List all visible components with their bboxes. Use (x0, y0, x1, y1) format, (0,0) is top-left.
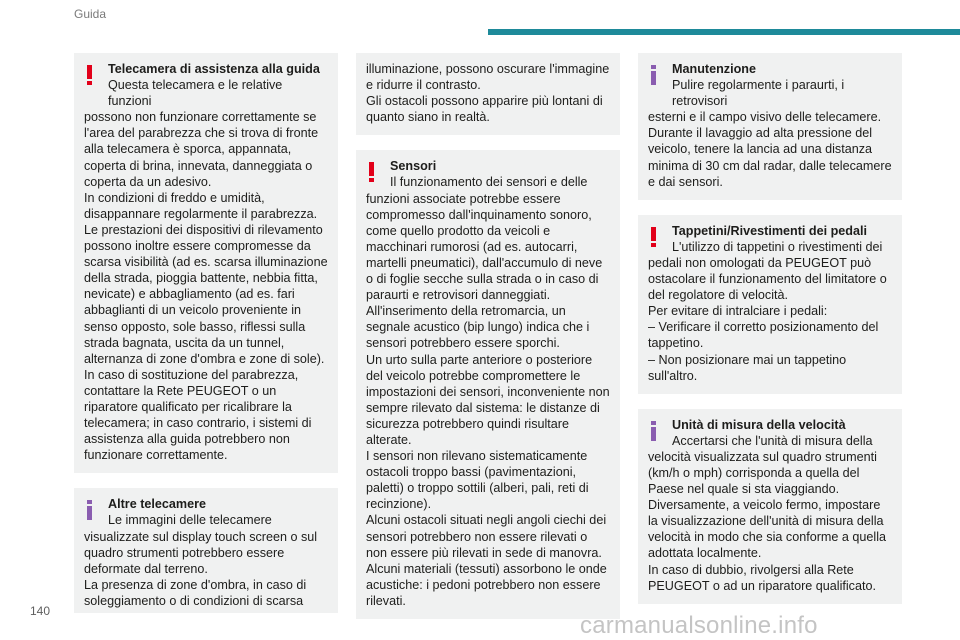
note-paragraph: I sensori non rilevano sistematicamente ostacoli troppo bassi (pavimentazioni, paletti) o troppo sottili (alberi, pali, reti di recinzione). (366, 449, 589, 512)
note-floor-mats (638, 215, 902, 394)
note-title: Altre telecamere (108, 497, 207, 512)
note-title: Tappetini/Rivestimenti dei pedali (672, 223, 868, 238)
info-i-icon (646, 64, 662, 86)
column-left (74, 53, 338, 628)
warning-exclamation-icon (646, 226, 662, 248)
info-i-icon (646, 420, 662, 442)
column-middle (356, 53, 620, 634)
note-paragraph: illuminazione, possono oscurare l'immagine e ridurre il contrasto. (366, 62, 610, 93)
note-camera-assist (74, 53, 338, 473)
note-paragraph: Gli ostacoli possono apparire più lontani di quanto siano in realtà. (366, 94, 603, 125)
note-sensors (356, 150, 620, 619)
warning-exclamation-icon (82, 64, 98, 86)
note-paragraph: In condizioni di freddo e umidità, disappannare regolarmente il parabrezza. (84, 190, 318, 221)
watermark: carmanualsonline.info (580, 612, 818, 639)
note-paragraph: pedali non omologati da PEUGEOT può ostacolare il funzionamento del limitatore o del regolatore di velocità. (648, 255, 887, 303)
note-other-cameras-continued (356, 53, 620, 135)
warning-exclamation-icon (364, 161, 380, 183)
note-first-line: L'utilizzo di tappetini o rivestimenti dei (672, 239, 883, 254)
note-paragraph: velocità visualizzata sul quadro strumenti (km/h o mph) corrisponda a quella del Paese nel quale si sta viaggiando. (648, 449, 877, 497)
note-first-line: Le immagini delle telecamere (108, 513, 272, 528)
note-paragraph: In caso di dubbio, rivolgersi alla Rete PEUGEOT o ad un riparatore qualificato. (648, 562, 876, 593)
note-speed-unit (638, 409, 902, 604)
note-first-line: Pulire regolarmente i paraurti, i retrovisori (672, 78, 845, 109)
note-title: Sensori (390, 159, 437, 174)
note-first-line: Questa telecamera e le relative funzioni (108, 78, 283, 109)
note-title: Unità di misura della velocità (672, 417, 846, 432)
info-i-icon (82, 499, 98, 521)
note-title: Telecamera di assistenza alla guida (108, 62, 320, 76)
running-header-title: Guida (74, 7, 107, 21)
note-paragraph: Le prestazioni dei dispositivi di rilevamento possono inoltre essere compromesse da scarsa visibilità (ad es. scarsa illuminazione della strada, pioggia battente, nebbia fitta, nevicate) e abbagliamento (ad es. fari abbaglianti di un veicolo proveniente in senso opposto, sole basso, riflessi sulla strada bagnata, uscita da un tunnel, alternanza di zone d'ombra e zone di sole). (84, 222, 328, 366)
note-paragraph: possono non funzionare correttamente se l'area del parabrezza che si trova di fronte alla telecamera è sporca, appannata, coperta di brina, innevata, danneggiata o coperta da un adesivo. (84, 110, 319, 189)
note-paragraph: Durante il lavaggio ad alta pressione del veicolo, tenere la lancia ad una distanza minima di 30 cm dal radar, dalle telecamere e dai sensori. (648, 126, 892, 189)
note-paragraph: Alcuni ostacoli situati negli angoli ciechi dei sensori potrebbero non essere rilevati o non essere più rilevati in sede di manovra. (366, 513, 607, 560)
column-right (638, 53, 902, 619)
note-paragraph: Alcuni materiali (tessuti) assorbono le onde acustiche: i pedoni potrebbero non essere rilevati. (366, 561, 607, 608)
note-maintenance (638, 53, 902, 200)
note-first-line: Accertarsi che l'unità di misura della (672, 433, 873, 448)
page-number: 140 (30, 604, 51, 618)
note-paragraph: La presenza di zone d'ombra, in caso di soleggiamento o di condizioni di scarsa (84, 577, 307, 608)
note-paragraph: All'inserimento della retromarcia, un segnale acustico (bip lungo) indica che i sensori potrebbero essere sporchi. (366, 304, 590, 351)
note-list-item: – Verificare il corretto posizionamento del tappetino. (648, 320, 879, 351)
note-paragraph: Diversamente, a veicolo fermo, impostare la visualizzazione dell'unità di misura della velocità in modo che sia conforme a quella adottata localmente. (648, 498, 887, 561)
note-paragraph: esterni e il campo visivo delle telecamere. (648, 110, 882, 125)
note-title: Manutenzione (672, 62, 756, 76)
note-other-cameras (74, 488, 338, 613)
note-paragraph: Per evitare di intralciare i pedali: (648, 304, 828, 319)
header-accent-bar (488, 29, 960, 35)
note-list-item: – Non posizionare mai un tappetino sull'altro. (648, 352, 847, 383)
note-first-line: Il funzionamento dei sensori e delle (390, 175, 588, 190)
note-paragraph: In caso di sostituzione del parabrezza, contattare la Rete PEUGEOT o un riparatore qualificato per ricalibrare la telecamera; in caso contrario, i sistemi di assistenza alla guida potrebbero non funzionare correttamente. (84, 367, 312, 463)
note-paragraph: visualizzate sul display touch screen o sul quadro strumenti potrebbero essere deformate dal terreno. (84, 529, 318, 576)
note-paragraph: Un urto sulla parte anteriore o posteriore del veicolo potrebbe compromettere le impostazioni dei sensori, inconveniente non sempre rilevato dal sistema: le distanze di sicurezza potrebbero quindi risultare alterate. (366, 352, 610, 447)
note-paragraph: funzioni associate potrebbe essere compromesso dall'inquinamento sonoro, come quello prodotto da veicoli e macchinari rumorosi (ad es. autocarri, martelli pneumatici), dall'accumulo di neve o di foglie secche sulla strada o in caso di paraurti e retrovisori danneggiati. (366, 191, 603, 303)
